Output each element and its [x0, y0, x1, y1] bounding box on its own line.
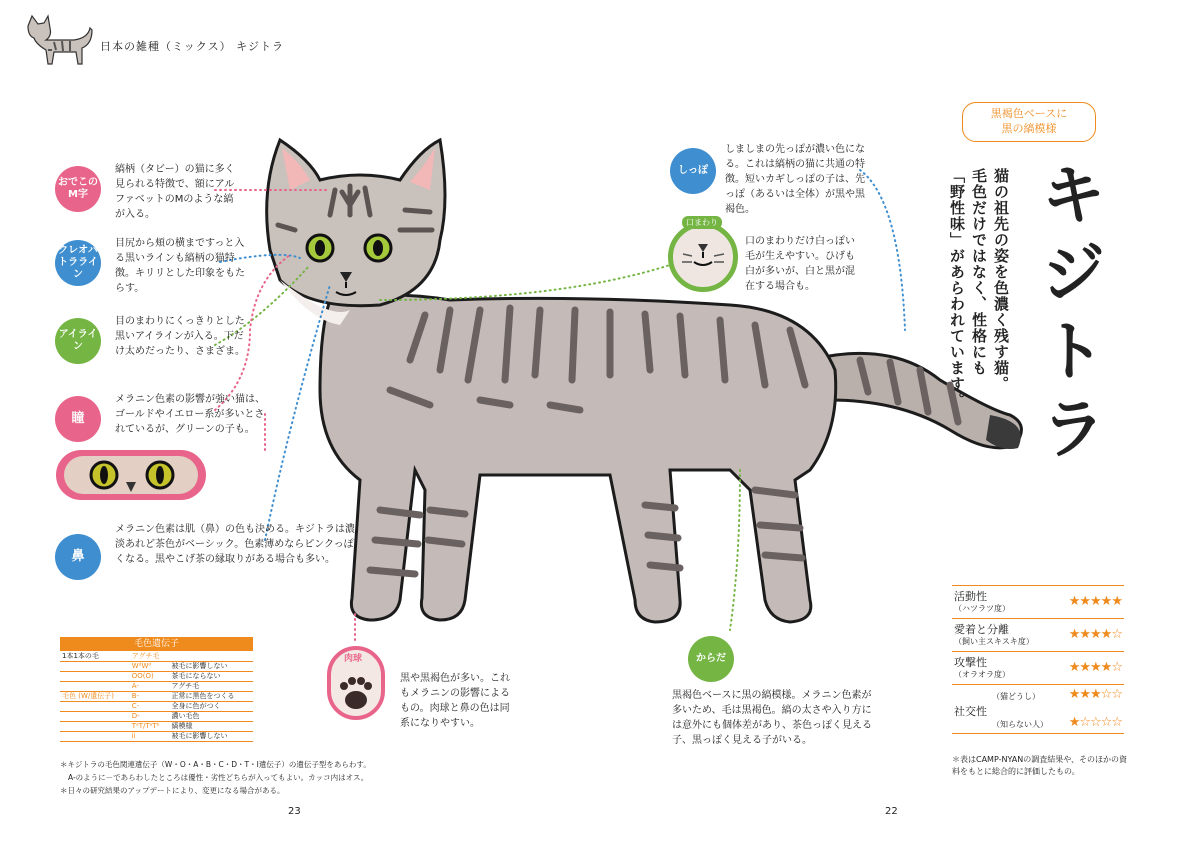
gene-type: B- [130, 692, 170, 702]
rating-label: 愛着と分離 [954, 623, 1009, 636]
gene-cell [60, 672, 130, 682]
gene-cell [60, 702, 130, 712]
gene-cell [60, 662, 130, 672]
gene-effect: 被毛に影響しない [170, 732, 253, 742]
rating-footnote: ＊表はCAMP-NYANの調査結果や、そのほかの資料をもとに総合的に評価したもの。 [952, 755, 1128, 776]
gene-table-title: 毛色遺伝子 [60, 637, 253, 651]
gene-type: D- [130, 712, 170, 722]
banner-line-2: 黒の縞模様 [1001, 122, 1057, 135]
gene-cell [60, 682, 130, 692]
table-row [60, 672, 253, 682]
feature-text-m: 縞柄（タビー）の猫に多く見られる特徴で、額にアルファベットのMのような縞が入る。 [115, 164, 235, 220]
gene-cell: 1本1本の毛 [60, 652, 130, 662]
paw-icon [336, 672, 376, 714]
mouth-label: 口まわり [682, 216, 722, 229]
feature-badge-tail: しっぽ [670, 148, 716, 194]
rating-label: 活動性 [954, 590, 987, 603]
paw-label: 肉球 [344, 654, 363, 664]
feature-badge-eye: 瞳 [55, 396, 101, 442]
page-number-right: 22 [885, 806, 898, 817]
gene-type: TᵃT/TᵃTᵇ [130, 722, 170, 732]
table-row [60, 712, 253, 722]
page-number-left: 23 [288, 806, 301, 817]
gene-effect: 濃い毛色 [170, 712, 253, 722]
rating-stars: ★★★☆☆ [1068, 687, 1122, 702]
feature-badge-eyeline: アイライン [55, 318, 101, 364]
gene-cell [60, 732, 130, 742]
gene-table [60, 652, 253, 742]
gene-type: OO(O) [130, 672, 170, 682]
lead-line-2: 毛色だけではなく、性格にも [970, 168, 988, 376]
gene-effect: 被毛に影響しない [170, 662, 253, 672]
rating-label: 社交性 [954, 705, 987, 718]
rating-row [952, 651, 1124, 684]
gene-note-2: A-のように－であらわしたところは優性・劣性どちらが入ってもよい。カッコ内はオス。 [68, 773, 369, 782]
rating-row [952, 707, 1124, 733]
paw-text: 黒や黒褐色が多い。これもメラニンの影響によるもの。肉球と鼻の色は同系になりやすい。 [400, 673, 510, 729]
feature-badge-nose: 鼻 [55, 534, 101, 580]
gene-effect: 茶毛にならない [170, 672, 253, 682]
table-row [60, 732, 253, 742]
gene-type: A- [130, 682, 170, 692]
lead-line-1: 猫の祖先の姿を色濃く残す猫。 [992, 168, 1010, 392]
feature-badge-body: からだ [688, 636, 734, 682]
rating-sub: （飼い主スキスキ度） [954, 637, 1034, 646]
gene-effect [170, 652, 253, 662]
rating-sub: （オラオラ度） [954, 670, 1010, 679]
table-row [60, 722, 253, 732]
feature-badge-m: おでこのM字 [55, 166, 101, 212]
feature-text-nose: メラニン色素は肌（鼻）の色も決める。キジトラは濃淡あれど茶色がベーシック。色素薄めならピンクっぽくなる。黒やこげ茶の縁取りがある場合も多い。 [115, 524, 355, 565]
gene-type: WᵈWᵈ [130, 662, 170, 672]
table-row [60, 652, 253, 662]
gene-type: ii [130, 732, 170, 742]
feature-text-eye: メラニン色素の影響が強い猫は、ゴールドやイエロー系が多いとされているが、グリーンの子も。 [115, 394, 265, 435]
feature-badge-cleopatra: クレオパトラライン [55, 240, 101, 286]
page-header-title: 日本の雑種（ミックス） キジトラ [100, 40, 285, 53]
gene-cell: 毛色 (W/遺伝子) [60, 692, 130, 702]
gene-effect: 正常に黒色をつくる [170, 692, 253, 702]
table-row [60, 662, 253, 672]
rating-stars: ★★★★☆ [1068, 627, 1122, 642]
rating-row [952, 585, 1124, 618]
table-row [60, 692, 253, 702]
personality-rating-table [952, 585, 1124, 734]
rating-stars: ★★★★★ [1068, 594, 1122, 609]
rating-row [952, 618, 1124, 651]
feature-text-body: 黒褐色ベースに黒の縞模様。メラニン色素が多いため、毛は黒褐色。縞の太さや入り方には意外にも個体差があり、茶色っぽく見える子、黒っぽく見える子がいる。 [672, 690, 872, 746]
mouth-text: 口のまわりだけ白っぽい毛が生えやすい。ひげも白が多いが、白と黒が混在する場合も。 [745, 236, 855, 292]
gene-type: アグチ毛 [130, 652, 170, 662]
gene-note-1: ＊キジトラの毛色関連遺伝子（W・O・A・B・C・D・T・I遺伝子）の遺伝子型をあらわす。 [60, 760, 371, 769]
rating-stars: ★☆☆☆☆ [1068, 715, 1122, 730]
lead-line-3: 「野性味」があらわれています。 [948, 168, 966, 408]
gene-cell [60, 712, 130, 722]
gene-effect: 全身に色がつく [170, 702, 253, 712]
rating-bottom-rule [952, 733, 1124, 734]
eye-closeup-icon [64, 456, 198, 494]
gene-effect: アグチ毛 [170, 682, 253, 692]
feature-text-cleopatra: 目尻から頬の横まですっと入る黒いラインも縞柄の猫特徴。キリリとした印象をもたらす。 [115, 238, 245, 294]
banner-line-1: 黒褐色ベースに [990, 107, 1068, 120]
feature-text-eyeline: 目のまわりにくっきりとした黒いアイラインが入る。下だけ太めだったり、さまざま。 [115, 316, 245, 357]
rating-stars: ★★★★☆ [1068, 660, 1122, 675]
gene-note-3: ＊日々の研究結果のアップデートにより、変更になる場合がある。 [60, 786, 285, 795]
subtitle-banner [962, 102, 1096, 142]
feature-text-tail: しましまの先っぽが濃い色になる。これは縞柄の猫に共通の特徴。短いカギしっぽの子は、先っぽ（あるいは全体）が黒や黒褐色。 [725, 144, 865, 215]
table-row [60, 702, 253, 712]
rating-sub: （猫どうし） [992, 692, 1040, 701]
breed-name-title: キジトラ [1029, 160, 1106, 472]
gene-cell [60, 722, 130, 732]
gene-effect: 縞模様 [170, 722, 253, 732]
mouth-closeup-icon [678, 234, 728, 284]
gene-type: C- [130, 702, 170, 712]
rating-sub: （知らない人） [992, 720, 1048, 729]
table-row [60, 682, 253, 692]
rating-label: 攻撃性 [954, 656, 987, 669]
rating-sub: （ハツラツ度） [954, 604, 1010, 613]
